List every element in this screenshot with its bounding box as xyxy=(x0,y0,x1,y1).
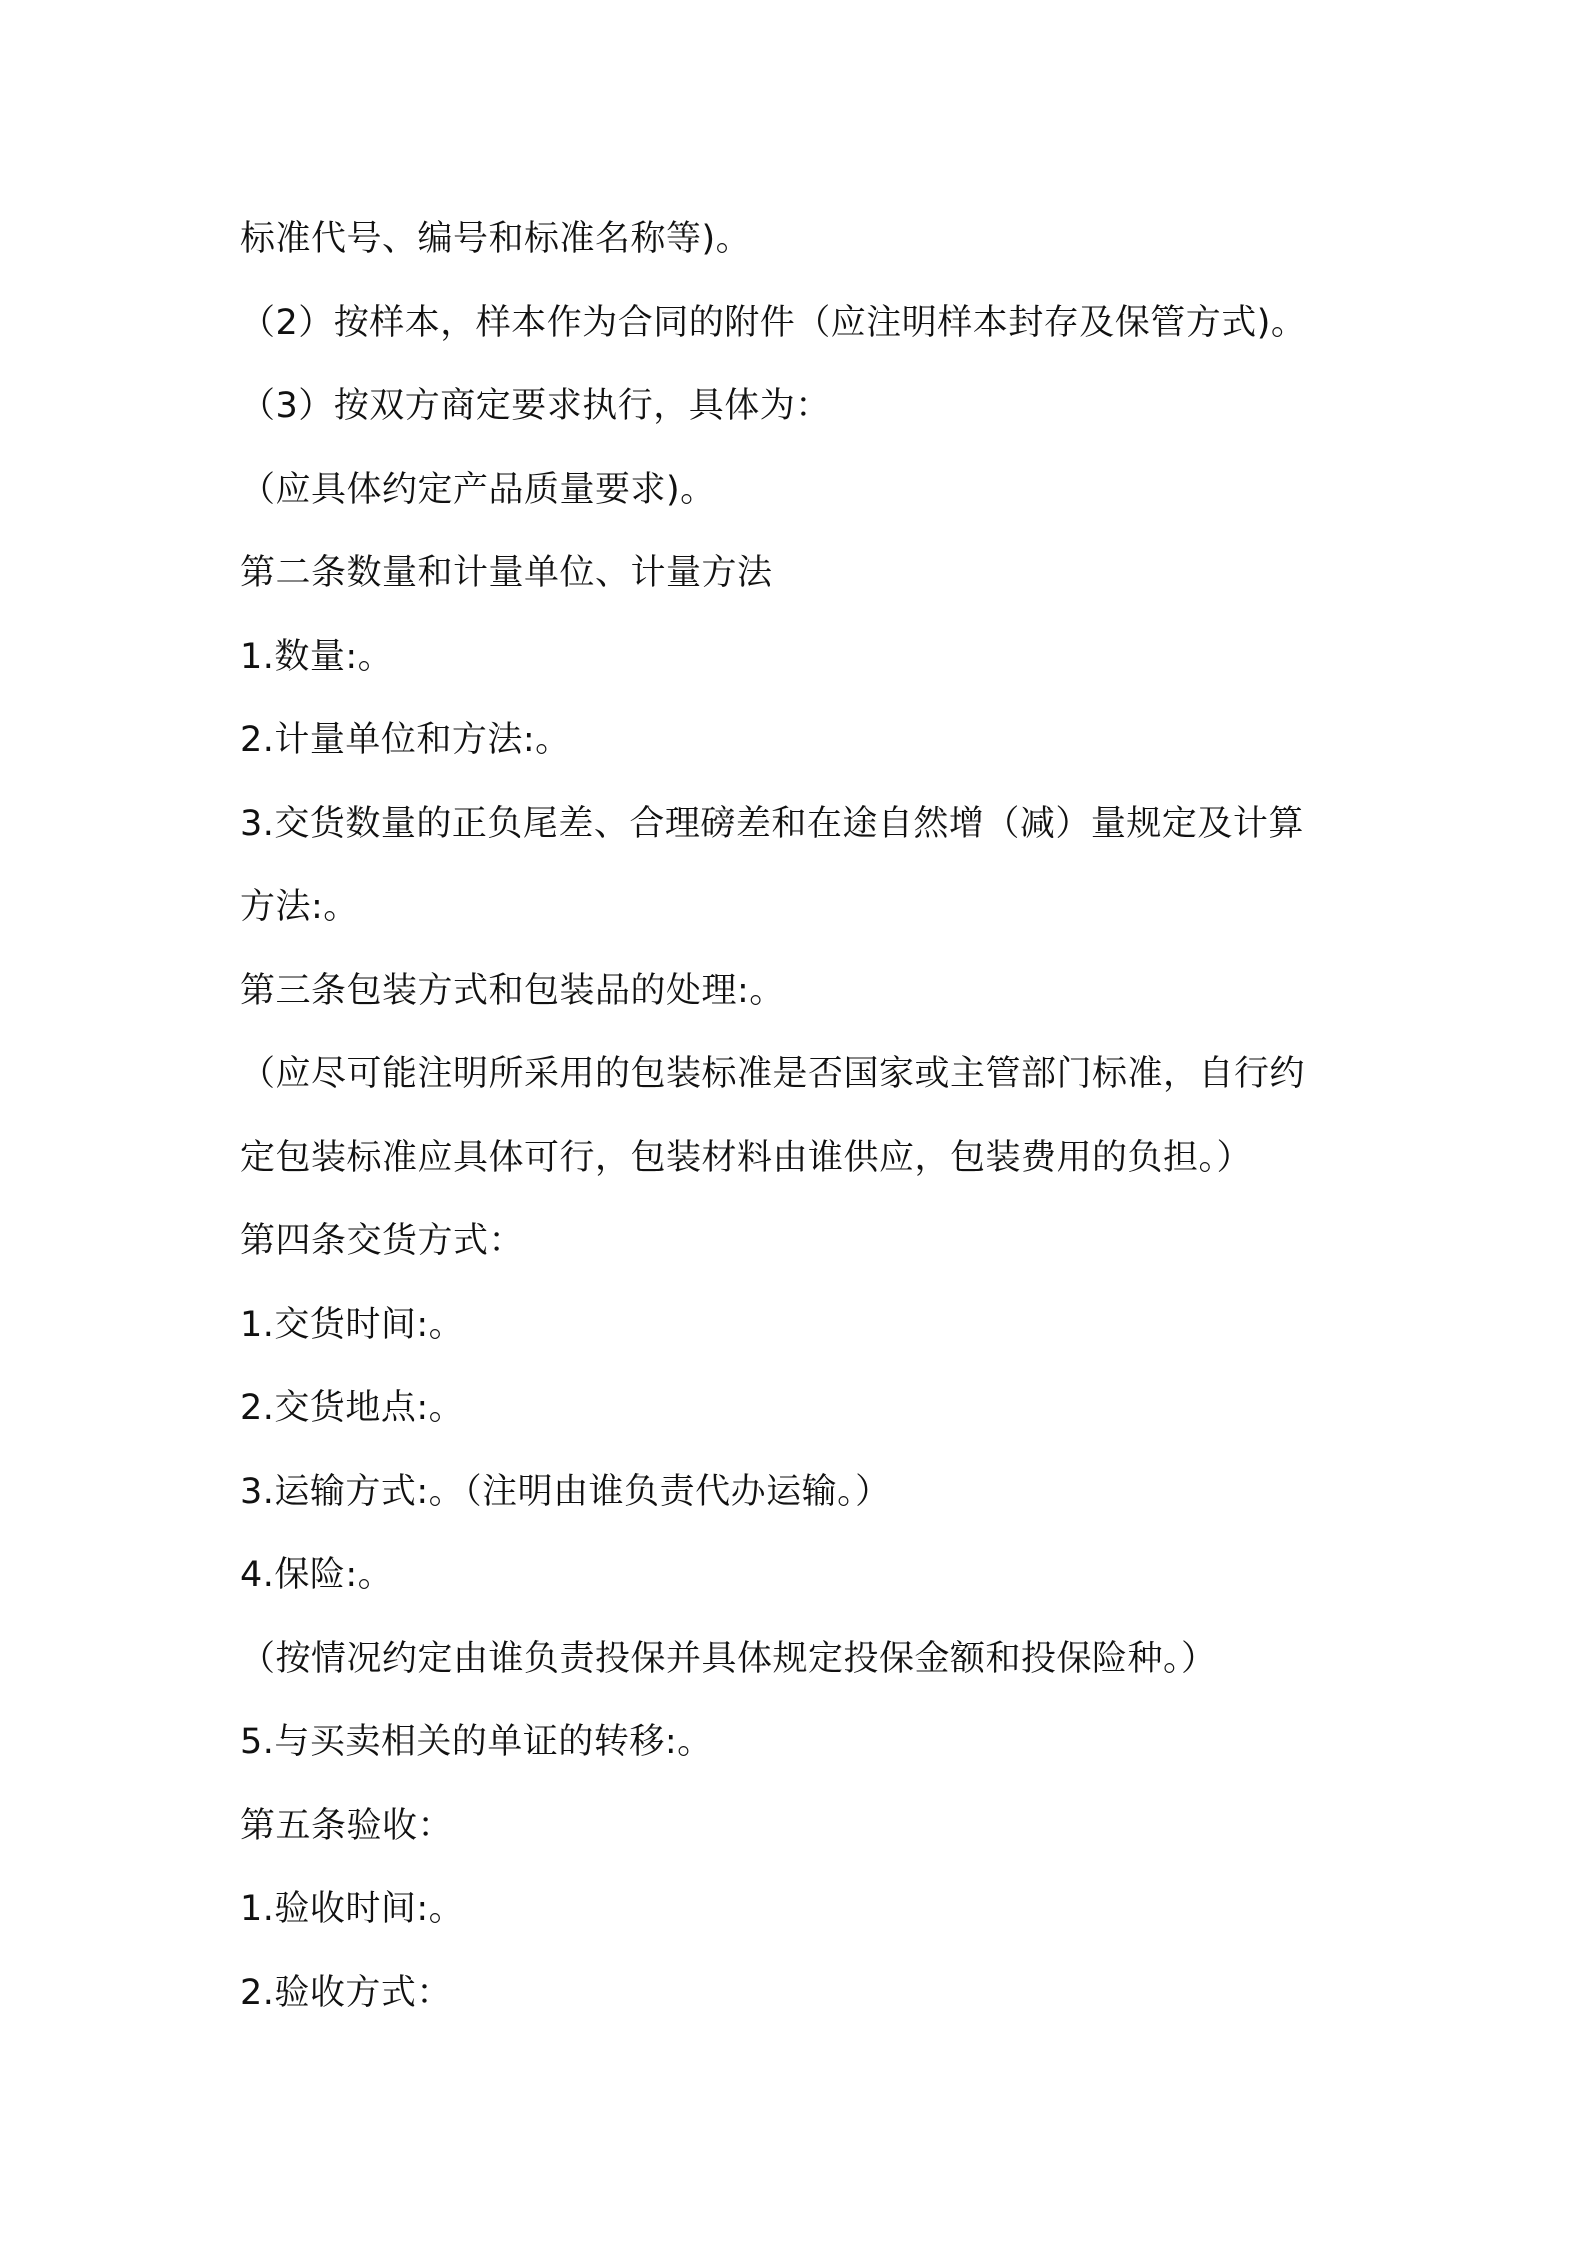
text-line-insurance-note: （按情况约定由谁负责投保并具体规定投保金额和投保险种。） xyxy=(240,1638,1217,1679)
text-line-standard-code: 标准代号、编号和标准名称等)。 xyxy=(240,219,752,259)
text-line-packaging-note-cont: 定包装标准应具体可行，包装材料由谁供应，包装费用的负担。） xyxy=(240,1137,1253,1178)
text-line-quantity: 1.数量:。 xyxy=(240,636,394,677)
text-line-by-agreement: （3）按双方商定要求执行，具体为： xyxy=(240,386,831,426)
text-line-transport: 3.运输方式:。（注明由谁负责代办运输。） xyxy=(240,1471,891,1512)
text-line-tolerance: 3.交货数量的正负尾差、合理磅差和在途自然增（减）量规定及计算 xyxy=(240,803,1304,844)
text-line-tolerance-cont: 方法:。 xyxy=(240,887,359,927)
article-heading-packaging: 第三条包装方式和包装品的处理:。 xyxy=(240,970,785,1011)
text-line-acceptance-time: 1.验收时间:。 xyxy=(240,1889,465,1929)
text-line-packaging-note: （应尽可能注明所采用的包装标准是否国家或主管部门标准，自行约 xyxy=(240,1054,1306,1094)
text-line-acceptance-method: 2.验收方式： xyxy=(240,1972,452,2013)
article-heading-delivery: 第四条交货方式： xyxy=(240,1221,525,1261)
text-line-delivery-place: 2.交货地点:。 xyxy=(240,1388,465,1428)
article-heading-quantity: 第二条数量和计量单位、计量方法 xyxy=(240,553,773,593)
text-line-by-sample: （2）按样本，样本作为合同的附件（应注明样本封存及保管方式)。 xyxy=(240,302,1307,343)
text-line-quality-note: （应具体约定产品质量要求)。 xyxy=(240,469,716,510)
text-line-insurance: 4.保险:。 xyxy=(240,1555,394,1595)
text-line-unit-method: 2.计量单位和方法:。 xyxy=(240,720,571,760)
text-line-documents: 5.与买卖相关的单证的转移:。 xyxy=(240,1722,713,1762)
document-body xyxy=(240,198,1360,2035)
article-heading-acceptance: 第五条验收： xyxy=(240,1805,454,1846)
text-line-delivery-time: 1.交货时间:。 xyxy=(240,1304,465,1345)
